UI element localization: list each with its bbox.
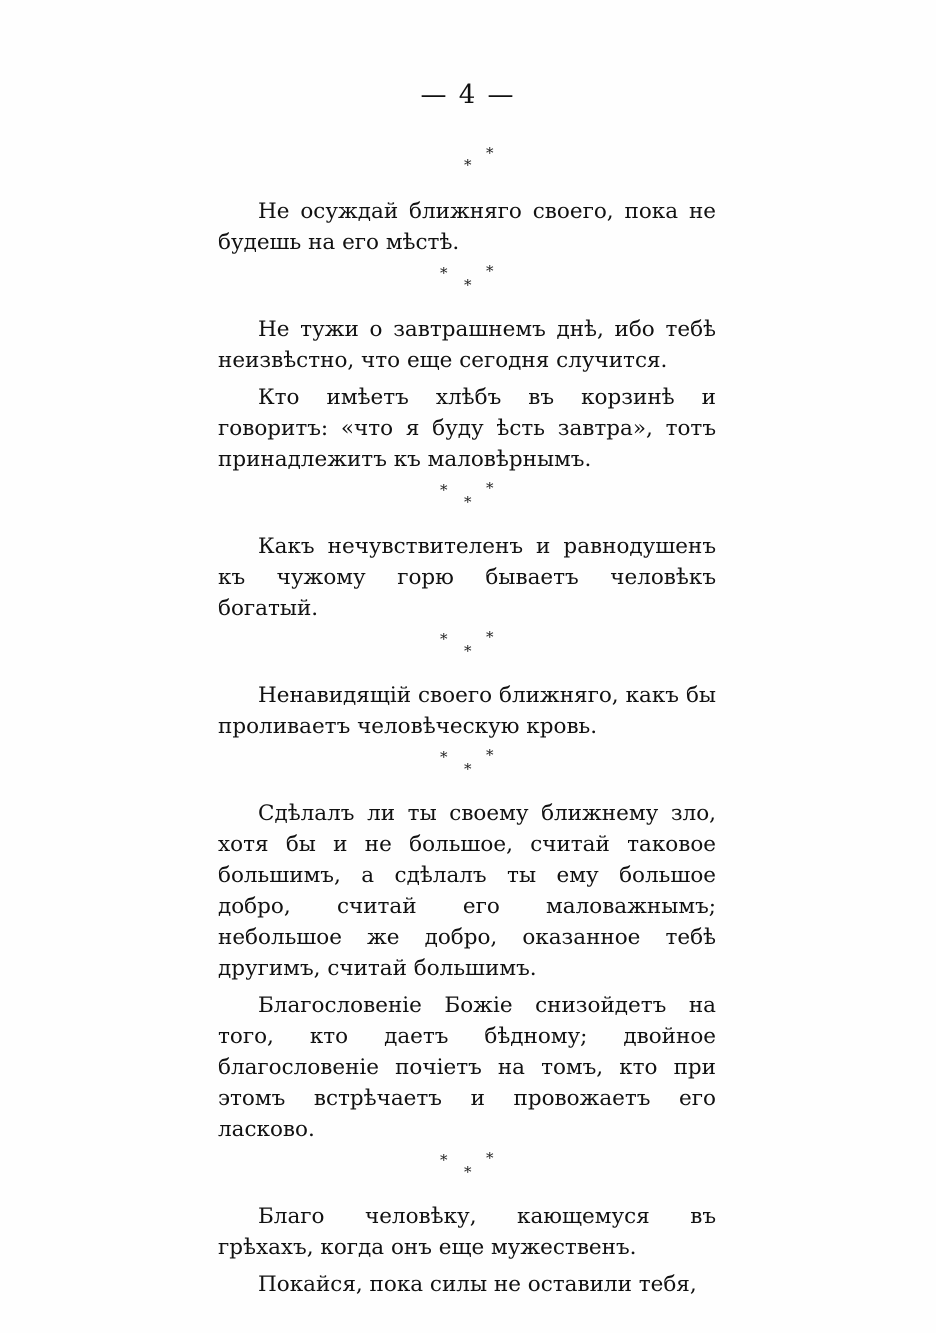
paragraph: Не осуждай ближняго своего, пока не будешь на его мѣстѣ. [218,199,716,255]
section [218,531,716,624]
asterisk: * [486,628,494,646]
page-number: — 4 — [420,80,516,110]
section [218,1201,716,1300]
section [218,798,716,1145]
asterisk: * [486,746,494,764]
asterism-separator [218,144,716,184]
asterism-separator [218,746,716,786]
asterisk: * [486,262,494,280]
section [218,680,716,742]
asterism-separator [218,1149,716,1189]
text-column [218,140,716,1300]
paragraph: Сдѣлалъ ли ты своему ближнему зло, хотя бы и не большое, считай таковое большимъ, а сдѣлалъ ты ему большое добро, считай его маловажнымъ; небольшое же добро, оказанное тебѣ другимъ, считай большимъ. [218,801,716,981]
asterism-separator [218,628,716,668]
section [218,196,716,258]
asterisk: * [464,493,472,511]
asterisk: * [464,1163,472,1181]
paragraph: Кто имѣетъ хлѣбъ въ корзинѣ и говоритъ: «что я буду ѣсть завтра», тотъ принадлежитъ къ маловѣрнымъ. [218,385,716,472]
asterisk: * [486,1149,494,1167]
paragraph: Не тужи о завтрашнемъ днѣ, ибо тебѣ неизвѣстно, что еще сегодня случится. [218,317,716,373]
asterisk: * [486,144,494,162]
paragraph: Благословеніе Божіе снизойдетъ на того, кто даетъ бѣдному; двойное благословеніе почіетъ на томъ, кто при этомъ встрѣчаетъ и провожаетъ его ласково. [218,993,716,1142]
asterisk: * [464,276,472,294]
paragraph: Ненавидящій своего ближняго, какъ бы проливаетъ человѣческую кровь. [218,683,716,739]
asterism-separator [218,262,716,302]
asterisk: * [464,760,472,778]
paragraph: Благо человѣку, кающемуся въ грѣхахъ, когда онъ еще мужественъ. [218,1204,716,1260]
asterisk: * [440,264,448,282]
asterisk: * [464,642,472,660]
asterisk: * [464,156,472,174]
asterisk: * [440,481,448,499]
asterisk: * [440,1151,448,1169]
paragraph: Покайся, пока силы не оставили тебя, [258,1272,697,1297]
asterisk: * [440,748,448,766]
asterisk: * [486,479,494,497]
paragraph: Какъ нечувствителенъ и равнодушенъ къ чужому горю бываетъ человѣкъ богатый. [218,534,716,621]
asterisk: * [440,630,448,648]
asterism-separator [218,479,716,519]
section [218,314,716,475]
